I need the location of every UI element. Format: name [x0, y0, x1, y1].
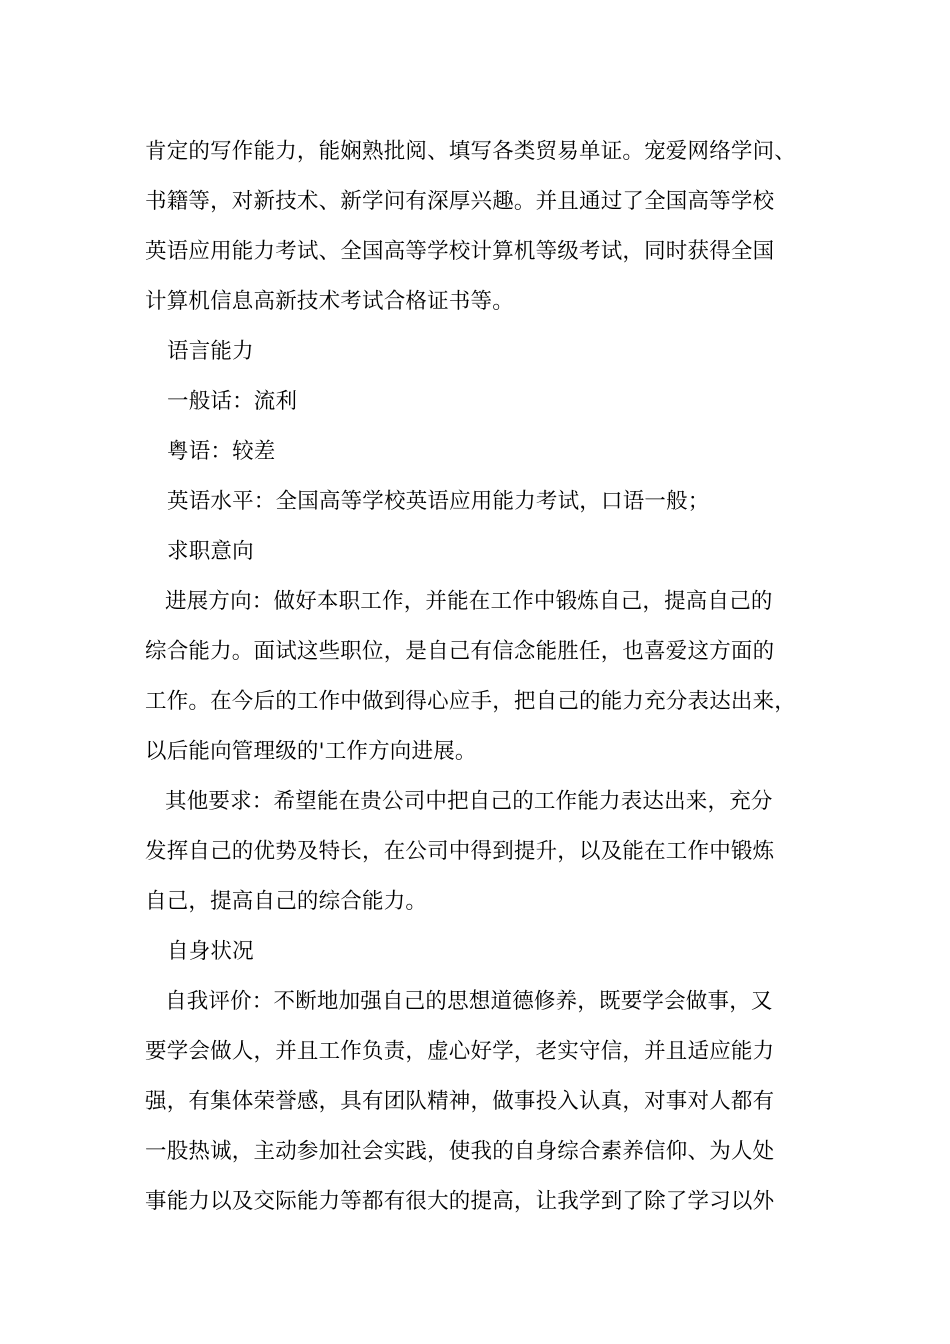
section-heading: 求职意向 — [167, 539, 254, 564]
paragraph-line: 工作。在今后的工作中做到得心应手，把自己的能力充分表达出来， — [145, 689, 797, 714]
paragraph-line: 以后能向管理级的'工作方向进展。 — [145, 739, 477, 764]
paragraph-line: 肯定的写作能力，能娴熟批阅、填写各类贸易单证。宠爱网络学问、 — [145, 139, 797, 164]
paragraph-line: 一股热诚，主动参加社会实践，使我的自身综合素养信仰、为人处 — [145, 1139, 775, 1164]
info-line: 英语水平：全国高等学校英语应用能力考试，口语一般； — [167, 489, 710, 514]
paragraph-line: 书籍等，对新技术、新学问有深厚兴趣。并且通过了全国高等学校 — [145, 189, 775, 214]
paragraph-line: 自我评价：不断地加强自己的思想道德修养，既要学会做事，又 — [165, 989, 773, 1014]
section-heading: 自身状况 — [167, 939, 254, 964]
section-heading: 语言能力 — [167, 339, 254, 364]
paragraph-line: 计算机信息高新技术考试合格证书等。 — [145, 289, 514, 314]
paragraph-line: 强，有集体荣誉感，具有团队精神，做事投入认真，对事对人都有 — [145, 1089, 775, 1114]
paragraph-line: 自己，提高自己的综合能力。 — [145, 889, 428, 914]
paragraph-line: 事能力以及交际能力等都有很大的提高，让我学到了除了学习以外 — [145, 1189, 775, 1214]
paragraph-line: 要学会做人，并且工作负责，虚心好学，老实守信，并且适应能力 — [145, 1039, 775, 1064]
info-line: 一般话：流利 — [167, 389, 298, 414]
info-line: 粤语：较差 — [167, 439, 276, 464]
paragraph-line: 发挥自己的优势及特长，在公司中得到提升，以及能在工作中锻炼 — [145, 839, 775, 864]
paragraph-line: 英语应用能力考试、全国高等学校计算机等级考试，同时获得全国 — [145, 239, 775, 264]
paragraph-line: 综合能力。面试这些职位，是自己有信念能胜任，也喜爱这方面的 — [145, 639, 775, 664]
paragraph-line: 其他要求：希望能在贵公司中把自己的工作能力表达出来，充分 — [165, 789, 773, 814]
document-body — [145, 127, 810, 1227]
paragraph-line: 进展方向：做好本职工作，并能在工作中锻炼自己，提高自己的 — [165, 589, 773, 614]
